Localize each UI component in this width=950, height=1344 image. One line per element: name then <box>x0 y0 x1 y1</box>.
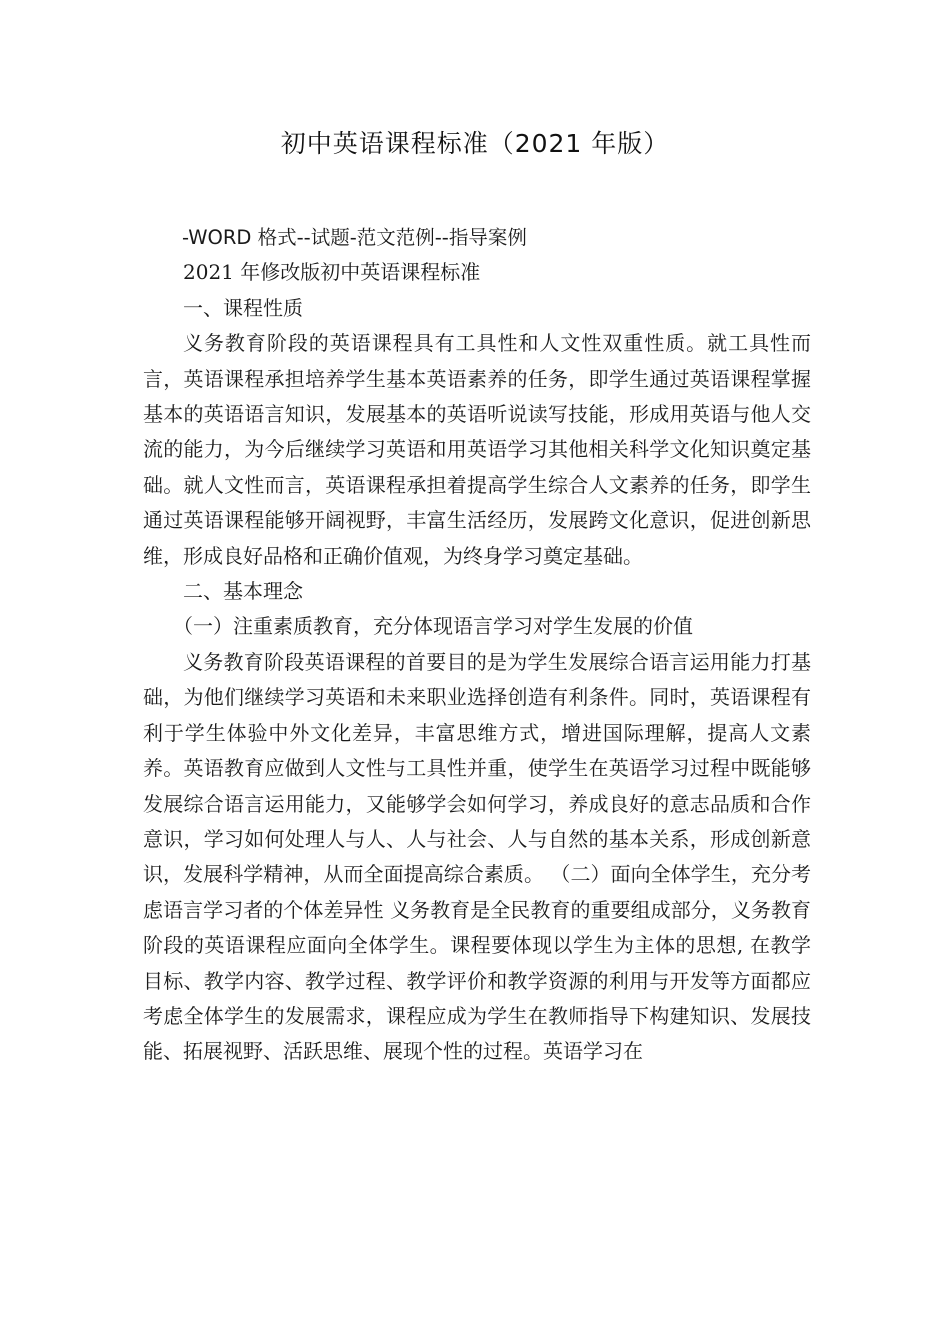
document-subtitle: 2021 年修改版初中英语课程标准 <box>183 260 481 285</box>
section-2-subheading-1: （一）注重素质教育，充分体现语言学习对学生发展的价值 <box>173 614 693 639</box>
section-2-paragraph-1: 义务教育阶段英语课程的首要目的是为学生发展综合语言运用能力打基础，为他们继续学习英语和未来职业选择创造有利条件。同时，英语课程有利于学生体验中外文化差异，丰富思维方式，增进国际理解，提高人文素养。英语教育应做到人文性与工具性并重，使学生在英语学习过程中既能够发展综合语言运用能力，又能够学会如何学习，养成良好的意志品质和合作意识，学习如何处理人与人、人与社会、人与自然的基本关系，形成创新意识，发展科学精神，从而全面提高综合素质。 （二）面向全体学生，充分考虑语言学习者的个体差异性 义务教育是全民教育的重要组成部分，义务教育阶段的英语课程应面向全体学生。课程要体现以学生为主体的思想, 在教学目标、教学内容、教学过程、教学评价和教学资源的利用与开发等方面都应考虑全体学生的发展需求，课程应成为学生在教师指导下构建知识、发展技能、拓展视野、活跃思维、展现个性的过程。英语学习在 <box>143 649 811 1064</box>
document-title: 初中英语课程标准（2021 年版） <box>280 129 670 158</box>
document-body <box>143 220 811 1070</box>
section-1-paragraph: 义务教育阶段的英语课程具有工具性和人文性双重性质。就工具性而言，英语课程承担培养学生基本英语素养的任务，即学生通过英语课程掌握基本的英语语言知识，发展基本的英语听说读写技能，形成用英语与他人交流的能力，为今后继续学习英语和用英语学习其他相关科学文化知识奠定基础。就人文性而言，英语课程承担着提高学生综合人文素养的任务，即学生通过英语课程能够开阔视野，丰富生活经历，发展跨文化意识，促进创新思维，形成良好品格和正确价值观，为终身学习奠定基础。 <box>143 331 811 568</box>
section-1-heading: 一、课程性质 <box>183 295 303 320</box>
section-2-heading: 二、基本理念 <box>183 579 303 604</box>
meta-line: -WORD 格式--试题-范文范例--指导案例 <box>182 226 527 249</box>
